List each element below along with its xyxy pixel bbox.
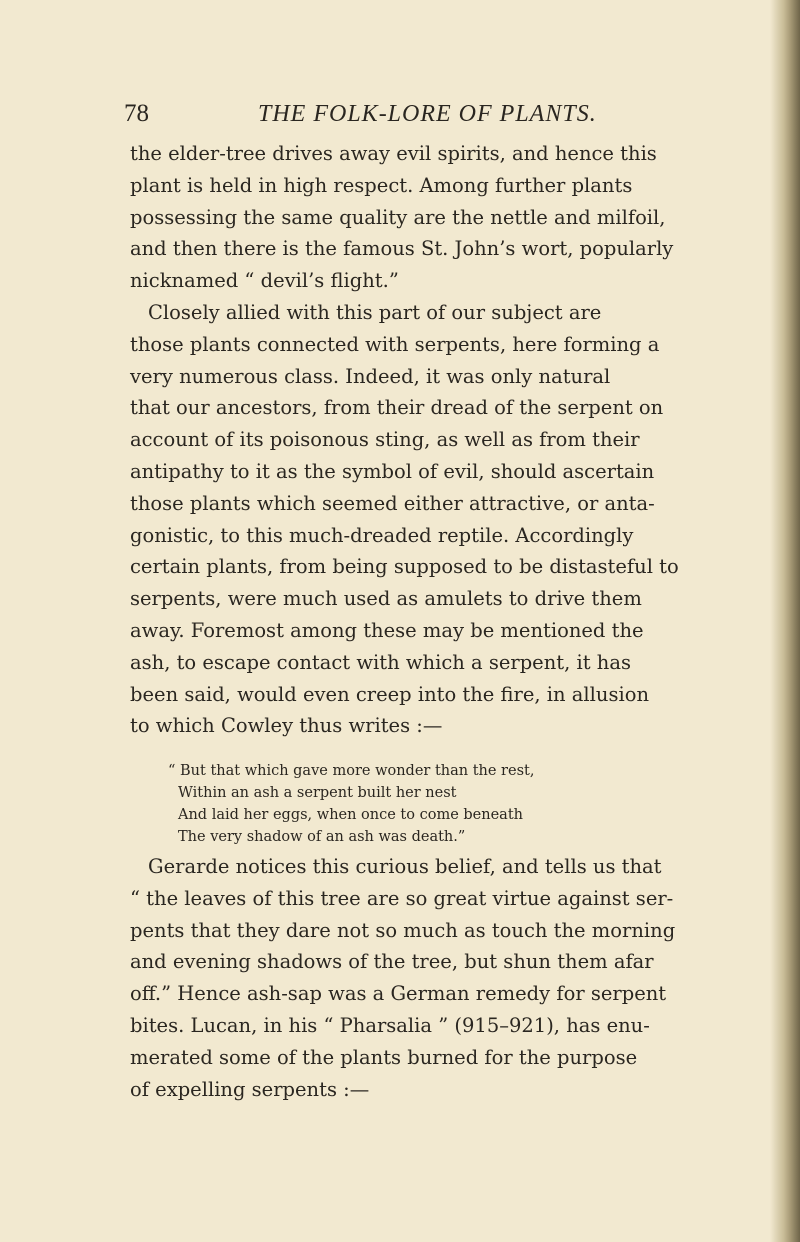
text-line: Gerarde notices this curious belief, and tells us that [148,855,662,878]
text-line: plant is held in high respect. Among further plants [130,173,633,197]
page-edge-shadow [770,0,800,1242]
verse-line: The very shadow of an ash was death.” [178,829,466,845]
text-line: possessing the same quality are the nettle and milfoil, [130,205,666,229]
text-line: antipathy to it as the symbol of evil, should ascertain [130,459,655,483]
running-head [124,96,624,132]
body-text-block-2 [130,851,676,1105]
text-line: the elder-tree drives away evil spirits, and hence this [130,142,657,165]
text-line: merated some of the plants burned for the purpose [130,1045,638,1069]
verse-line: “ But that which gave more wonder than the rest, [168,763,535,779]
text-line: ash, to escape contact with which a serpent, it has [130,650,631,674]
text-line: that our ancestors, from their dread of the serpent on [130,396,664,420]
text-line: and evening shadows of the tree, but shun them afar [130,950,654,974]
text-line: bites. Lucan, in his “ Pharsalia ” (915–921), has enu- [130,1013,650,1037]
text-line: very numerous class. Indeed, it was only natural [130,364,611,388]
text-line: serpents, were much used as amulets to drive them [130,587,642,611]
text-line: nicknamed “ devil’s flight.” [130,269,399,293]
verse-line: And laid her eggs, when once to come beneath [178,807,523,823]
text-line: “ the leaves of this tree are so great virtue against ser- [130,886,674,910]
text-line: certain plants, from being supposed to be distasteful to [130,555,679,579]
page-number: 78 [124,100,149,127]
running-title: THE FOLK-LORE OF PLANTS. [258,101,597,127]
verse-quotation [168,760,608,848]
text-line: pents that they dare not so much as touch the morning [130,918,676,942]
text-line: those plants which seemed either attractive, or anta- [130,491,655,515]
text-line: those plants connected with serpents, here forming a [130,332,660,356]
text-line: away. Foremost among these may be mentioned the [130,618,644,642]
text-line: Closely allied with this part of our subject are [148,300,602,324]
text-line: gonistic, to this much-dreaded reptile. Accordingly [130,523,634,547]
text-line: been said, would even creep into the fire, in allusion [130,682,649,706]
text-line: account of its poisonous sting, as well as from their [130,428,640,452]
body-text-block [130,138,679,742]
verse-line: Within an ash a serpent built her nest [178,785,457,801]
text-line: of expelling serpents :— [130,1077,370,1101]
text-line: and then there is the famous St. John’s wort, popularly [130,237,674,261]
text-line: to which Cowley thus writes :— [130,714,443,738]
text-line: off.” Hence ash-sap was a German remedy for serpent [130,982,667,1006]
